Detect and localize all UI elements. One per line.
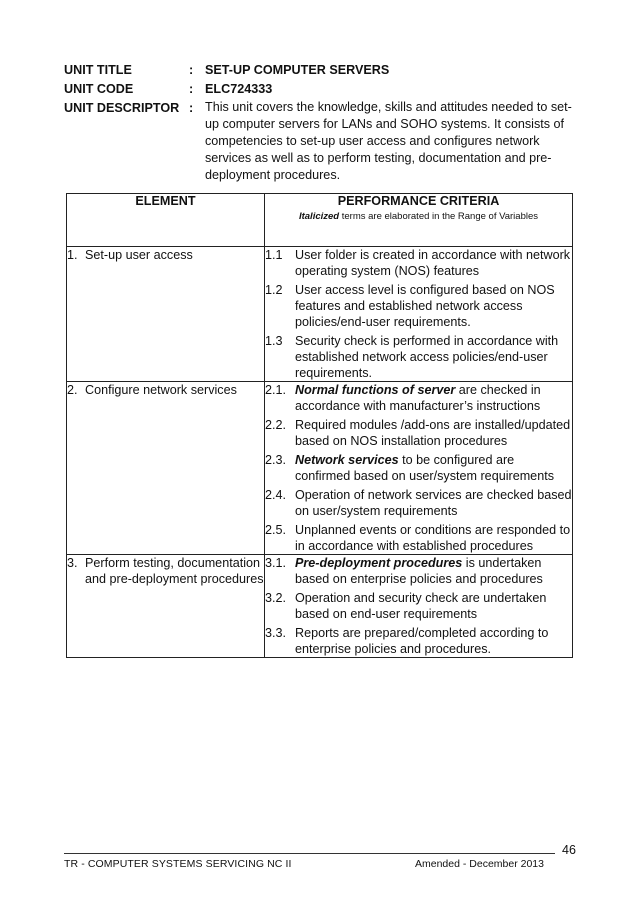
- criterion-body: Unplanned events or conditions are responded to in accordance with established procedures: [295, 523, 571, 553]
- footer-title: TR - COMPUTER SYSTEMS SERVICING NC II: [64, 858, 292, 870]
- criterion-text: [295, 487, 572, 519]
- criterion-text: [295, 555, 572, 587]
- criterion-item: [265, 382, 572, 414]
- criterion-number: 2.5.: [265, 523, 287, 537]
- colon: :: [189, 82, 194, 96]
- unit-title-value: SET-UP COMPUTER SERVERS: [205, 63, 390, 77]
- criterion-body: Required modules /add-ons are installed/updated based on NOS installation procedures: [295, 418, 571, 448]
- criterion-body: Operation and security check are undertaken based on end-user requirements: [295, 591, 547, 621]
- criterion-number: 2.2.: [265, 418, 287, 432]
- element-item: [67, 247, 264, 263]
- criterion-number: 3.2.: [265, 591, 287, 605]
- criterion-item: [265, 333, 572, 381]
- criteria-header-title: PERFORMANCE CRITERIA: [337, 194, 500, 208]
- criterion-body: Security check is performed in accordance with established network access policies/end-user requirements.: [295, 334, 559, 380]
- criterion-number: 3.1.: [265, 556, 287, 570]
- criteria-cell: [265, 247, 573, 382]
- criterion-body: Operation of network services are checked based on user/system requirements: [295, 488, 572, 518]
- element-item: [67, 555, 264, 587]
- criterion-text: [295, 522, 572, 554]
- unit-code-value: ELC724333: [205, 82, 273, 96]
- element-cell: [67, 555, 265, 658]
- element-number: 1.: [67, 248, 78, 262]
- criterion-text: [295, 452, 572, 484]
- criteria-note-text: terms are elaborated in the Range of Variables: [339, 211, 539, 222]
- criterion-number: 2.3.: [265, 453, 287, 467]
- criterion-item: [265, 247, 572, 279]
- criterion-item: [265, 625, 572, 657]
- criterion-body: User folder is created in accordance with network operating system (NOS) features: [295, 248, 571, 278]
- table-row: [67, 247, 573, 382]
- element-header: ELEMENT: [67, 194, 265, 247]
- unit-code-row: [64, 80, 584, 99]
- table-row: [67, 555, 573, 658]
- criterion-number: 1.2: [265, 283, 283, 297]
- page-number: 46: [562, 843, 576, 857]
- criterion-italic-term: Network services: [295, 453, 399, 467]
- element-text: Configure network services: [85, 383, 237, 397]
- criterion-text: [295, 417, 572, 449]
- criterion-text: [295, 625, 572, 657]
- table-body: [67, 247, 573, 658]
- criterion-item: [265, 452, 572, 484]
- criterion-text: [295, 382, 572, 414]
- criterion-number: 1.3: [265, 334, 283, 348]
- element-cell: [67, 382, 265, 555]
- criterion-text: [295, 590, 572, 622]
- unit-code-label: UNIT CODE: [64, 82, 134, 96]
- criterion-text: [295, 333, 572, 381]
- element-number: 2.: [67, 383, 78, 397]
- footer-date: Amended - December 2013: [415, 858, 544, 870]
- unit-descriptor-label: UNIT DESCRIPTOR: [64, 101, 180, 115]
- table-header-row: [67, 194, 573, 247]
- element-item: [67, 382, 264, 398]
- unit-descriptor-value: This unit covers the knowledge, skills and attitudes needed to set-up computer servers for LANs and SOHO systems. It consists of competencies to set-up user access and configures network services as well as to perform testing, documentation and pre-deployment procedures.: [205, 100, 572, 182]
- criterion-body: is undertaken based on enterprise policies and procedures: [295, 556, 543, 586]
- criteria-note-italic: Italicized: [298, 211, 340, 222]
- criterion-item: [265, 282, 572, 330]
- criterion-item: [265, 590, 572, 622]
- criteria-cell: [265, 382, 573, 555]
- element-cell: [67, 247, 265, 382]
- criterion-body: User access level is configured based on NOS features and established network access policies/end-user requirements.: [295, 283, 555, 329]
- criterion-number: 2.1.: [265, 383, 287, 397]
- criteria-header: [265, 194, 573, 247]
- criterion-item: [265, 487, 572, 519]
- criterion-text: [295, 247, 572, 279]
- criterion-body: are checked in accordance with manufacturer’s instructions: [295, 383, 541, 413]
- table-row: [67, 382, 573, 555]
- criterion-number: 2.4.: [265, 488, 287, 502]
- footer-divider: [64, 853, 555, 854]
- element-text: Perform testing, documentation and pre-deployment procedures: [85, 556, 264, 586]
- element-text: Set-up user access: [85, 248, 193, 262]
- criterion-number: 3.3.: [265, 626, 287, 640]
- colon: :: [189, 63, 194, 77]
- competency-table: [66, 193, 573, 658]
- unit-title-label: UNIT TITLE: [64, 63, 132, 77]
- criterion-number: 1.1: [265, 248, 283, 262]
- unit-title-row: [64, 61, 584, 80]
- criterion-body: to be configured are confirmed based on user/system requirements: [295, 453, 554, 483]
- criterion-italic-term: Normal functions of server: [295, 383, 456, 397]
- colon: :: [189, 101, 194, 115]
- criterion-italic-term: Pre-deployment procedures: [295, 556, 463, 570]
- criterion-body: Reports are prepared/completed according to enterprise policies and procedures.: [295, 626, 549, 656]
- criterion-text: [295, 282, 572, 330]
- criterion-item: [265, 555, 572, 587]
- unit-descriptor-row: [64, 99, 584, 184]
- element-number: 3.: [67, 556, 78, 570]
- criterion-item: [265, 417, 572, 449]
- unit-info: [64, 61, 584, 184]
- criteria-cell: [265, 555, 573, 658]
- criterion-item: [265, 522, 572, 554]
- criteria-header-note: [265, 211, 572, 222]
